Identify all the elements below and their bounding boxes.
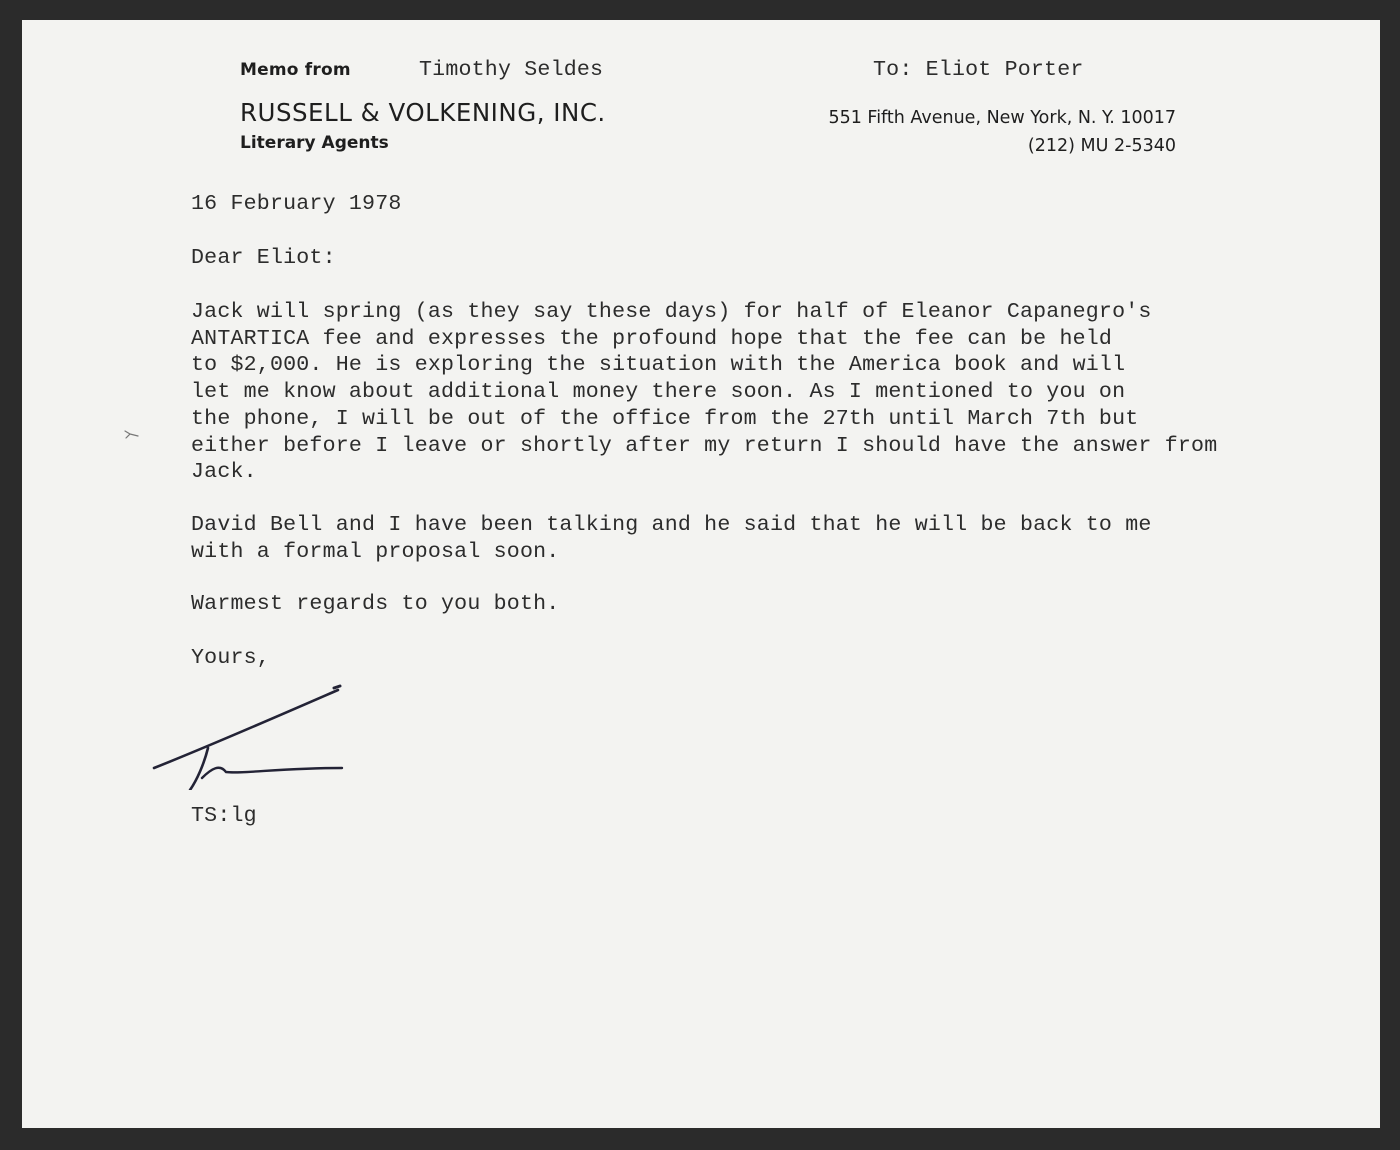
- letterhead-address: 551 Fifth Avenue, New York, N. Y. 10017: [828, 108, 1176, 128]
- typist-initials: TS:lg: [191, 804, 257, 828]
- margin-pencil-mark: [122, 428, 142, 442]
- body-line: either before I leave or shortly after my return I should have the answer from: [191, 433, 1218, 458]
- closing-regards: Warmest regards to you both.: [191, 592, 560, 616]
- body-line: to $2,000. He is exploring the situation with the America book and will: [191, 353, 1126, 378]
- body-line: with a formal proposal soon.: [191, 539, 560, 564]
- memo-page: [22, 20, 1380, 1128]
- letterhead-phone: (212) MU 2-5340: [1027, 136, 1176, 156]
- body-line: ANTARTICA fee and expresses the profound hope that the fee can be held: [191, 326, 1113, 351]
- letterhead-firm-name: RUSSELL & VOLKENING, INC.: [240, 98, 606, 127]
- body-line: Jack.: [191, 460, 257, 485]
- body-line: let me know about additional money there soon. As I mentioned to you on: [191, 380, 1126, 405]
- memo-recipient: To: Eliot Porter: [873, 58, 1084, 82]
- body-line: David Bell and I have been talking and he said that he will be back to me: [191, 513, 1152, 537]
- memo-from-name: Timothy Seldes: [419, 58, 604, 82]
- letterhead-subtitle: Literary Agents: [240, 133, 389, 153]
- body-line: Jack will spring (as they say these days) for half of Eleanor Capanegro's: [191, 300, 1152, 324]
- letter-salutation: Dear Eliot:: [191, 246, 336, 270]
- closing: Yours,: [191, 646, 270, 670]
- body-paragraph-1: [191, 299, 1217, 486]
- body-line: the phone, I will be out of the office from the 27th until March 7th but: [191, 406, 1139, 431]
- handwritten-signature: [142, 660, 382, 790]
- memo-from-label: Memo from: [240, 60, 351, 80]
- letter-date: 16 February 1978: [191, 192, 402, 216]
- body-paragraph-2: [191, 512, 1152, 565]
